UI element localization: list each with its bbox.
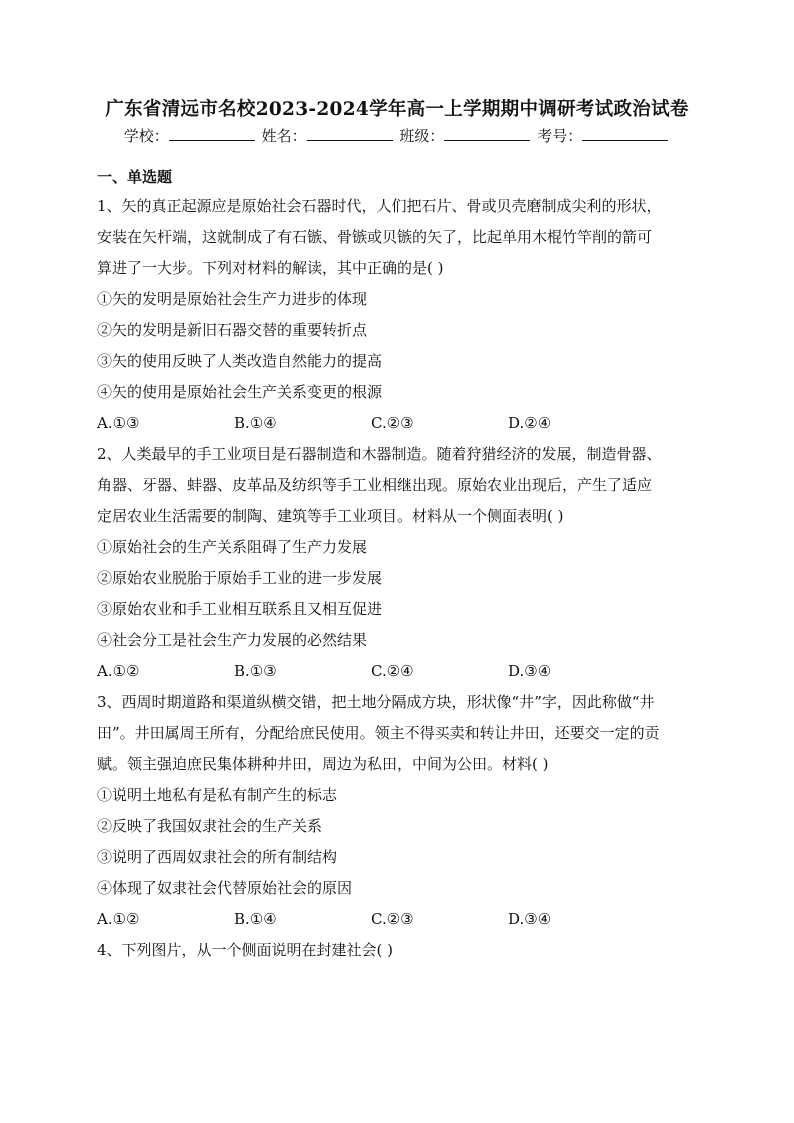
choice-d: D.②④ — [508, 414, 552, 432]
choice-d: D.③④ — [508, 662, 552, 680]
statement-option: ②反映了我国奴隶社会的生产关系 — [97, 817, 323, 835]
choice-b: B.①④ — [234, 910, 277, 928]
class-blank[interactable] — [444, 126, 530, 141]
statement-option: ③说明了西周奴隶社会的所有制结构 — [97, 848, 338, 866]
question-stem-line: 3、西周时期道路和渠道纵横交错，把土地分隔成方块，形状像“井”字，因此称做“井 — [97, 693, 655, 711]
choice-a: A.①③ — [97, 414, 140, 432]
answer-choices — [97, 904, 699, 935]
statement-option: ④体现了奴隶社会代替原始社会的原因 — [97, 879, 353, 897]
choice-a: A.①② — [97, 662, 140, 680]
statement-option: ③矢的使用反映了人类改造自然能力的提高 — [97, 352, 383, 370]
question-stem-line: 赋。领主强迫庶民集体耕种井田，周边为私田，中间为公田。材料( ) — [97, 755, 549, 773]
question-3 — [97, 687, 699, 935]
question-2 — [97, 439, 699, 687]
class-label: 班级： — [399, 127, 445, 145]
choice-c: C.②③ — [371, 910, 414, 928]
exam-title: 广东省清远市名校2023-2024学年高一上学期期中调研考试政治试卷 — [105, 99, 689, 120]
statement-option: ①原始社会的生产关系阻碍了生产力发展 — [97, 538, 368, 556]
answer-choices — [97, 408, 699, 439]
section-heading: 一、单选题 — [97, 168, 173, 186]
name-label: 姓名： — [261, 127, 307, 145]
choice-a: A.①② — [97, 910, 140, 928]
question-stem-line: 4、下列图片，从一个侧面说明在封建社会( ) — [97, 941, 394, 959]
choice-c: C.②④ — [371, 662, 414, 680]
choice-d: D.③④ — [508, 910, 552, 928]
exam-content — [97, 163, 699, 966]
question-stem-line: 安装在矢杆端，这就制成了有石镞、骨镞或贝镞的矢了，比起单用木棍竹竿削的箭可 — [97, 228, 653, 246]
question-1 — [97, 191, 699, 439]
statement-option: ①说明土地私有是私有制产生的标志 — [97, 786, 338, 804]
statement-option: ③原始农业和手工业相互联系且又相互促进 — [97, 600, 383, 618]
question-stem-line: 定居农业生活需要的制陶、建筑等手工业项目。材料从一个侧面表明( ) — [97, 507, 564, 525]
question-stem-line: 2、人类最早的手工业项目是石器制造和木器制造。随着狩猎经济的发展，制造骨器、 — [97, 445, 662, 463]
choice-b: B.①③ — [234, 662, 277, 680]
question-4 — [97, 935, 699, 966]
question-stem-line: 角器、牙器、蚌器、皮革品及纺织等手工业相继出现。原始农业出现后，产生了适应 — [97, 476, 653, 494]
statement-option: ④矢的使用是原始社会生产关系变更的根源 — [97, 383, 383, 401]
statement-option: ②原始农业脱胎于原始手工业的进一步发展 — [97, 569, 383, 587]
question-stem-line: 田”。井田属周王所有，分配给庶民使用。领主不得买卖和转让井田，还要交一定的贡 — [97, 724, 660, 742]
school-blank[interactable] — [169, 126, 255, 141]
statement-option: ①矢的发明是原始社会生产力进步的体现 — [97, 290, 368, 308]
question-stem-line: 算进了一大步。下列对材料的解读，其中正确的是( ) — [97, 259, 444, 277]
school-label: 学校： — [123, 127, 169, 145]
student-info-row — [0, 125, 794, 146]
answer-choices — [97, 656, 699, 687]
number-label: 考号： — [537, 127, 583, 145]
name-blank[interactable] — [307, 126, 393, 141]
statement-option: ④社会分工是社会生产力发展的必然结果 — [97, 631, 368, 649]
choice-c: C.②③ — [371, 414, 414, 432]
choice-b: B.①④ — [234, 414, 277, 432]
question-stem-line: 1、矢的真正起源应是原始社会石器时代，人们把石片、骨或贝壳磨制成尖利的形状， — [97, 197, 662, 215]
number-blank[interactable] — [582, 126, 668, 141]
statement-option: ②矢的发明是新旧石器交替的重要转折点 — [97, 321, 368, 339]
